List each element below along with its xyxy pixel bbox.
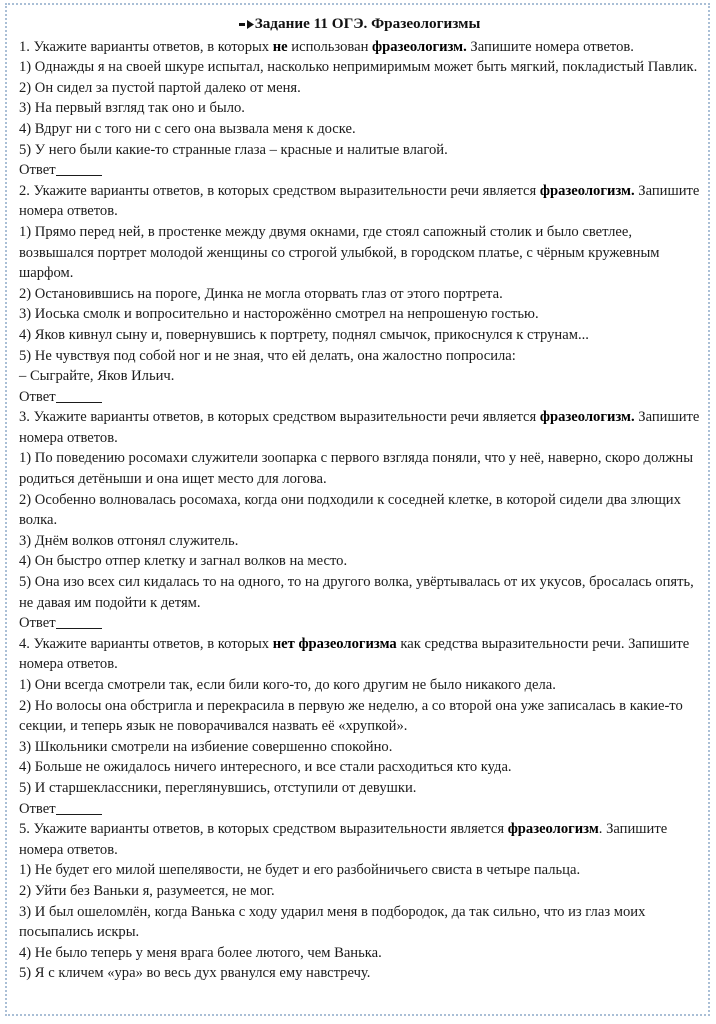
question-block-1 <box>19 37 700 181</box>
answer-option: 3) И был ошеломлён, когда Ванька с ходу ударил меня в подбородок, да так сильно, что из глаз моих посыпались искры. <box>19 903 646 941</box>
answer-label: Ответ <box>19 162 56 179</box>
answer-option: 5) Она изо всех сил кидалась то на одного, то на другого волка, увёртывалась от их укусов, бросалась опять, не давая им подойти к детям. <box>19 574 694 611</box>
answer-row <box>19 160 700 181</box>
stem-text-bold: фразеологизм. <box>539 182 635 199</box>
answer-row <box>19 387 700 408</box>
page-title <box>19 14 700 36</box>
answer-option: 3) На первый взгляд так оно и было. <box>19 100 245 117</box>
answer-option: 5) У него были какие-то странные глаза – красные и налитые влагой. <box>19 141 448 158</box>
answer-label: Ответ <box>19 800 56 817</box>
stem-text: . Запишите номера ответов. <box>19 821 668 858</box>
stem-text: Запишите номера ответов. <box>19 182 700 220</box>
stem-text-bold: фразеологизм <box>507 821 599 838</box>
answer-row <box>19 613 700 634</box>
question-block-5 <box>19 819 700 984</box>
stem-text-bold: не <box>272 38 288 55</box>
right-arrow-icon <box>239 15 254 36</box>
answer-option: 1) Прямо перед ней, в простенке между двумя окнами, где стоял сапожный столик и было светлее, возвышался портрет молодой женщины со строгой улыбкой, в городском платье, с чёрным кружевным шарфом. <box>19 223 660 282</box>
answer-option: 2) Особенно волновалась росомаха, когда они подходили к соседней клетке, в которой сидели два злющих волка. <box>19 491 681 529</box>
answer-blank <box>56 615 102 629</box>
answer-option: 1) Они всегда смотрели так, если били кого-то, до кого другим не было никакого дела. <box>19 677 556 693</box>
answer-option-dialogue: – Сыграйте, Яков Ильич. <box>19 368 175 385</box>
stem-text: Запишите номера ответов. <box>466 38 634 55</box>
answer-option: 5) Я с кличем «ура» во весь дух рванулся ему навстречу. <box>19 965 371 982</box>
answer-option: 2) Он сидел за пустой партой далеко от меня. <box>19 79 301 96</box>
answer-blank <box>56 389 102 403</box>
answer-option: 2) Остановившись на пороге, Динка не могла оторвать глаз от этого портрета. <box>19 285 503 302</box>
page-title-text: Задание 11 ОГЭ. Фразеологизмы <box>254 15 481 32</box>
stem-text: использован <box>287 38 373 55</box>
stem-text-bold: фразеологизм. <box>539 409 635 426</box>
answer-label: Ответ <box>19 615 56 632</box>
stem-text: 1. Укажите варианты ответов, в которых <box>19 38 273 55</box>
stem-text: 4. Укажите варианты ответов, в которых <box>19 635 273 652</box>
answer-option: 4) Вдруг ни с того ни с сего она вызвала меня к доске. <box>19 120 356 137</box>
question-stem <box>19 181 700 222</box>
stem-text: Запишите номера ответов. <box>19 635 690 673</box>
question-stem <box>19 819 700 860</box>
question-stem <box>19 37 700 58</box>
answer-option: 1) Не будет его милой шепелявости, не будет и его разбойничьего свиста в четыре пальца. <box>19 862 581 879</box>
stem-text: как средства выразительности речи. <box>396 635 625 652</box>
answer-row <box>19 799 700 820</box>
answer-option: 4) Яков кивнул сыну и, повернувшись к портрету, поднял смычок, прикоснулся к струнам... <box>19 326 589 343</box>
answer-option: 5) И старшеклассники, переглянувшись, отступили от девушки. <box>19 779 417 796</box>
answer-blank <box>56 801 102 815</box>
answer-option: 2) Но волосы она обстригла и перекрасила в первую же неделю, а со второй она уже записалась в какие-то секции, и теперь язык не поворачивался назвать её «хрупкой». <box>19 697 683 735</box>
answer-option: 1) Однажды я на своей шкуре испытал, насколько непримиримым может быть мягкий, покладистый Павлик. <box>19 59 698 76</box>
answer-option: 5) Не чувствуя под собой ног и не зная, что ей делать, она жалостно попросила: <box>19 347 516 364</box>
answer-option: 1) По поведению росомахи служители зоопарка с первого взгляда поняли, что у неё, наверно, скоро должны родиться детёныши и она ищет место для логова. <box>19 450 694 488</box>
stem-text: 5. Укажите варианты ответов, в которых средством выразительности является <box>19 821 508 838</box>
question-stem <box>19 634 700 675</box>
question-block-2 <box>19 181 700 408</box>
answer-option: 4) Не было теперь у меня врага более лютого, чем Ванька. <box>19 944 382 961</box>
answer-label: Ответ <box>19 388 56 405</box>
answer-option: 3) Иоська смолк и вопросительно и насторожённо смотрел на непрошеную гостью. <box>19 306 539 323</box>
question-block-3 <box>19 407 700 634</box>
question-block-4 <box>19 634 700 819</box>
answer-option: 4) Больше не ожидалось ничего интересного, и все стали расходиться кто куда. <box>19 759 512 776</box>
stem-text-bold: нет фразеологизма <box>272 635 397 652</box>
answer-option: 3) Школьники смотрели на избиение совершенно спокойно. <box>19 738 393 755</box>
stem-text: Запишите номера ответов. <box>19 409 700 446</box>
answer-option: 4) Он быстро отпер клетку и загнал волков на место. <box>19 553 348 570</box>
question-stem <box>19 407 700 448</box>
answer-blank <box>56 162 102 176</box>
stem-text: 2. Укажите варианты ответов, в которых средством выразительности речи является <box>19 182 540 199</box>
stem-text-bold: фразеологизм. <box>372 38 467 55</box>
answer-option: 3) Днём волков отгонял служитель. <box>19 532 239 549</box>
stem-text: 3. Укажите варианты ответов, в которых средством выразительности речи является <box>19 409 540 426</box>
answer-option: 2) Уйти без Ваньки я, разумеется, не мог. <box>19 882 275 899</box>
